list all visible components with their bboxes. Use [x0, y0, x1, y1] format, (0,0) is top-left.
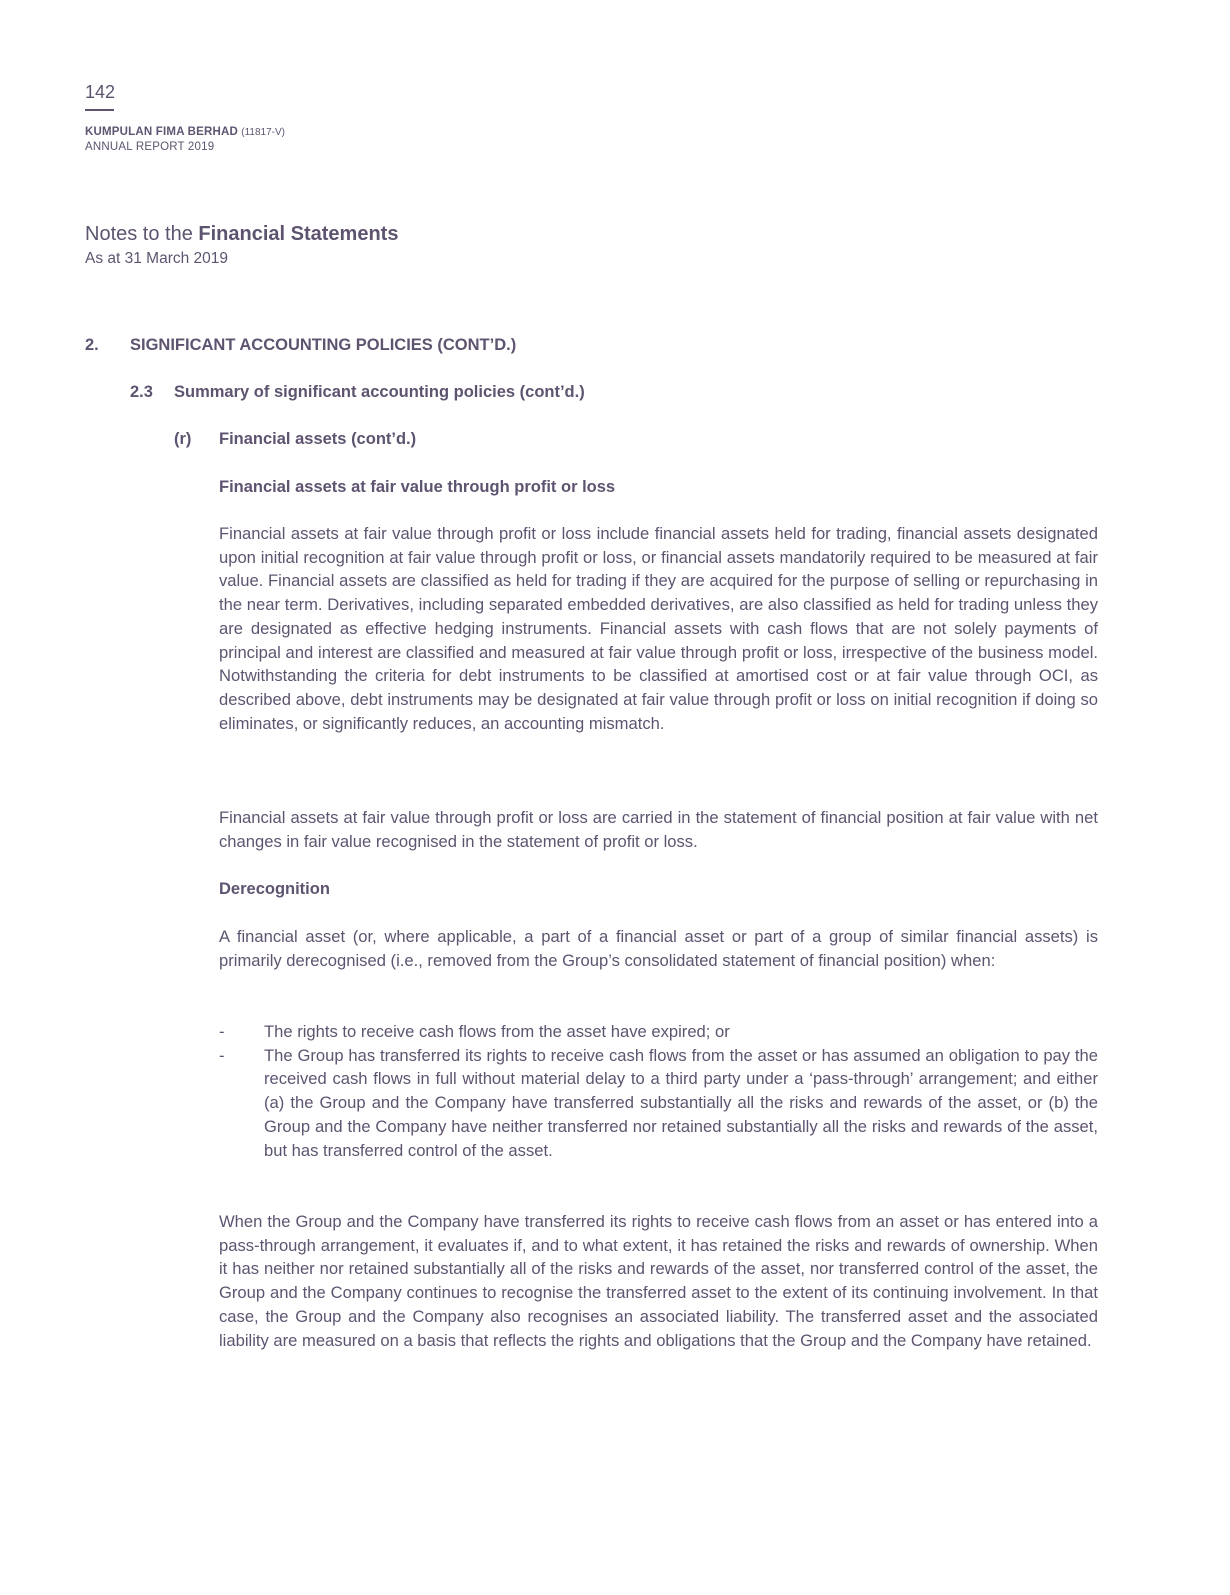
- heading-2-3-text: Summary of significant accounting policies (cont’d.): [174, 383, 585, 401]
- heading-2-text: SIGNIFICANT ACCOUNTING POLICIES (CONT’D.): [130, 336, 517, 354]
- section-title-prefix: Notes to the: [85, 223, 193, 245]
- paragraph-fvtpl-definition: Financial assets at fair value through profit or loss include financial assets held for trading, financial assets designated upon initial recognition at fair value through profit or loss, or financial assets mandatorily required to be measured at fair value. Financial assets are classified as held for trading if they are acquired for the purpose of selling or repurchasing in the near term. Derivatives, including separated embedded derivatives, are also classified as held for trading unless they are designated as effective hedging instruments. Financial assets with cash flows that are not solely payments of principal and interest are classified and measured at fair value through profit or loss, irrespective of the business model. Notwithstanding the criteria for debt instruments to be classified at amortised cost or at fair value through OCI, as described above, debt instruments may be designated at fair value through profit or loss on initial recognition if doing so eliminates, or significantly reduces, an accounting mismatch.: [219, 524, 1098, 733]
- list-item-text: The Group has transferred its rights to receive cash flows from the asset or has assumed an obligation to pay the received cash flows in full without material delay to a third party under a ‘pass-through’ arrangement; and either (a) the Group and the Company have transferred substantially all the risks and rewards of the asset, or (b) the Group and the Company have neither transferred nor retained substantially all the risks and rewards of the asset, but has transferred control of the asset.: [264, 1045, 1098, 1160]
- section-title-bold: Financial Statements: [198, 223, 399, 245]
- list-dash: -: [219, 1022, 225, 1041]
- paragraph-transfer-evaluation: When the Group and the Company have transferred its rights to receive cash flows from an asset or has entered into a pass-through arrangement, it evaluates if, and to what extent, it has retained the risks and rewards of ownership. When it has neither nor retained substantially all of the risks and rewards of the asset, nor transferred control of the asset, the Group and the Company continues to recognise the transferred asset to the extent of its continuing involvement. In that case, the Group and the Company also recognises an associated liability. The transferred asset and the associated liability are measured on a basis that reflects the rights and obligations that the Group and the Company have retained.: [219, 1212, 1098, 1350]
- list-item: [219, 1044, 1098, 1163]
- report-title: ANNUAL REPORT 2019: [85, 141, 215, 153]
- subheading-fvtpl: Financial assets at fair value through profit or loss: [219, 478, 616, 496]
- paragraph-fvtpl-measurement: Financial assets at fair value through profit or loss are carried in the statement of financial position at fair value with net changes in fair value recognised in the statement of profit or loss.: [219, 808, 1098, 851]
- section-title: [85, 221, 398, 247]
- subheading-derecognition: Derecognition: [219, 880, 330, 898]
- company-name: KUMPULAN FIMA BERHAD: [85, 126, 239, 138]
- heading-2-3-number: 2.3: [130, 383, 153, 401]
- company-registration: (11817-V): [241, 127, 285, 138]
- page-number-rule: [85, 109, 114, 111]
- heading-2-number: 2.: [85, 336, 99, 354]
- list-item-text: The rights to receive cash flows from the asset have expired; or: [264, 1022, 730, 1041]
- paragraph-derecognition-intro: A financial asset (or, where applicable, a part of a financial asset or part of a group of similar financial assets) is primarily derecognised (i.e., removed from the Group’s consolidated statement of financial position) when:: [219, 927, 1098, 970]
- company-line: [85, 125, 285, 140]
- list-dash: -: [219, 1045, 225, 1065]
- list-item: [219, 1020, 1098, 1044]
- page-number: 142: [85, 82, 116, 102]
- heading-r-text: Financial assets (cont’d.): [219, 430, 417, 448]
- heading-r-number: (r): [174, 430, 192, 448]
- section-subtitle: As at 31 March 2019: [85, 250, 229, 267]
- page-header: [85, 80, 285, 154]
- derecognition-conditions-list: [219, 1020, 1098, 1162]
